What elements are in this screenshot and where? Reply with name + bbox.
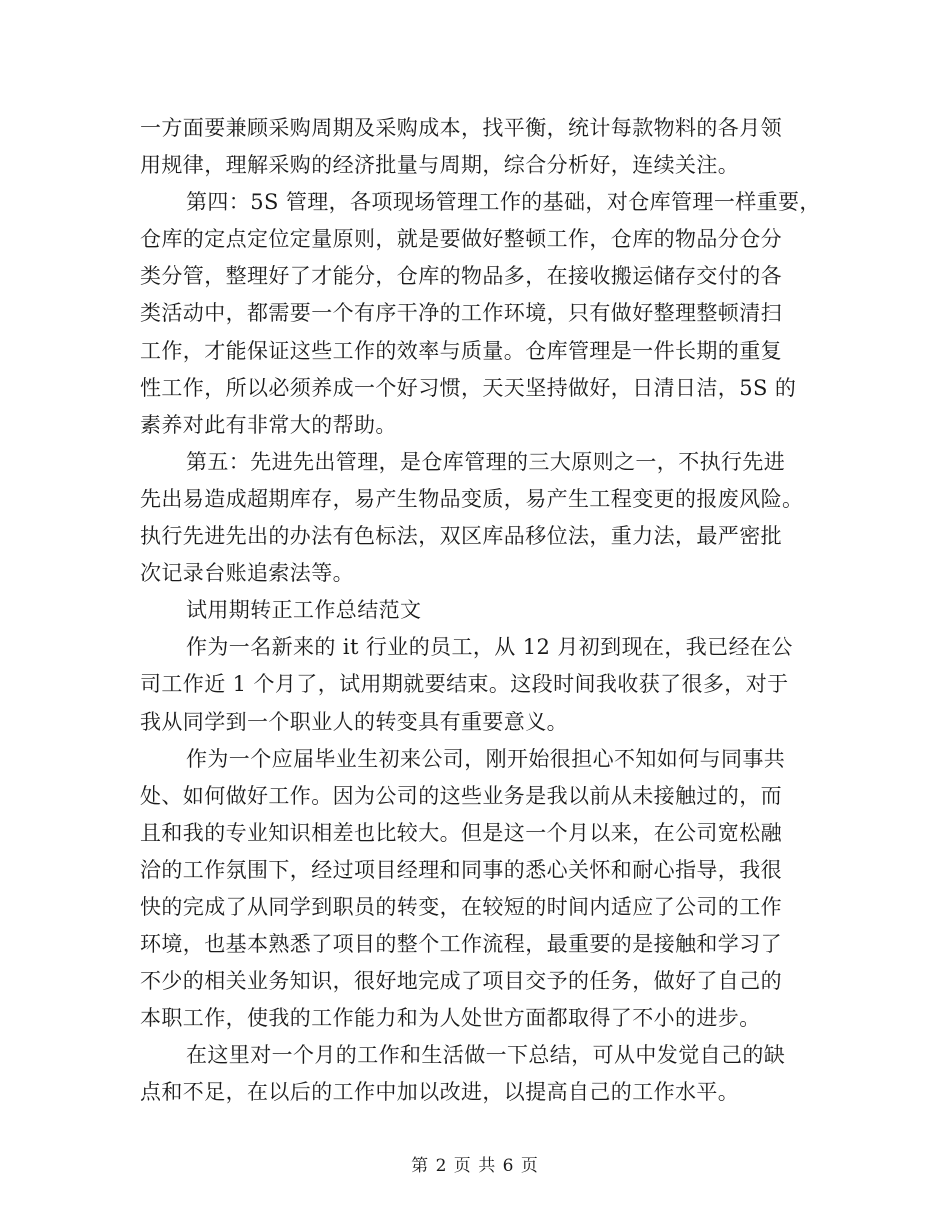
text-line: 性工作，所以必须养成一个好习惯，天天坚持做好，日清日洁，5S 的 <box>140 375 797 400</box>
text-line: 司工作近 1 个月了，试用期就要结束。这段时间我收获了很多，对于 <box>140 672 789 697</box>
text-line: 洽的工作氛围下，经过项目经理和同事的悉心关怀和耐心指导，我很 <box>140 857 782 882</box>
text-line: 本职工作，使我的工作能力和为人处世方面都取得了不小的进步。 <box>140 1006 761 1031</box>
text-line: 作为一名新来的 it 行业的员工，从 12 月初到现在，我已经在公 <box>186 635 793 660</box>
document-body <box>140 110 820 1112</box>
text-line: 次记录台账追索法等。 <box>140 561 354 586</box>
text-line: 先出易造成超期库存，易产生物品变质，易产生工程变更的报废风险。 <box>140 486 804 511</box>
text-line: 类活动中，都需要一个有序干净的工作环境，只有做好整理整顿清扫 <box>140 301 782 326</box>
text-line: 我从同学到一个职业人的转变具有重要意义。 <box>140 709 568 734</box>
text-line: 用规律，理解采购的经济批量与周期，综合分析好，连续关注。 <box>140 153 740 178</box>
text-line: 素养对此有非常大的帮助。 <box>140 412 397 437</box>
text-line: 且和我的专业知识相差也比较大。但是这一个月以来，在公司宽松融 <box>140 820 782 845</box>
text-line: 试用期转正工作总结范文 <box>186 598 422 623</box>
text-line: 快的完成了从同学到职员的转变，在较短的时间内适应了公司的工作 <box>140 894 782 919</box>
text-line: 一方面要兼顾采购周期及采购成本，找平衡，统计每款物料的各月领 <box>140 116 782 140</box>
page-number-footer: 第 2 页 共 6 页 <box>411 1156 539 1176</box>
text-line: 处、如何做好工作。因为公司的这些业务是我以前从未接触过的，而 <box>140 783 782 808</box>
text-line: 第四：5S 管理，各项现场管理工作的基础，对仓库管理一样重要， <box>186 190 821 215</box>
text-line: 工作，才能保证这些工作的效率与质量。仓库管理是一件长期的重复 <box>140 338 782 363</box>
text-line: 不少的相关业务知识，很好地完成了项目交予的任务，做好了自己的 <box>140 969 782 994</box>
text-line: 类分管，整理好了才能分，仓库的物品多，在接收搬运储存交付的各 <box>140 264 782 289</box>
text-line: 作为一个应届毕业生初来公司，刚开始很担心不知如何与同事共 <box>186 746 786 771</box>
text-line: 点和不足，在以后的工作中加以改进，以提高自己的工作水平。 <box>140 1080 740 1105</box>
text-line: 第五：先进先出管理，是仓库管理的三大原则之一，不执行先进 <box>186 449 786 474</box>
text-line: 环境，也基本熟悉了项目的整个工作流程，最重要的是接触和学习了 <box>140 932 782 957</box>
text-line: 仓库的定点定位定量原则，就是要做好整顿工作，仓库的物品分仓分 <box>140 227 782 252</box>
text-line: 执行先进先出的办法有色标法，双区库品移位法，重力法，最严密批 <box>140 524 782 549</box>
text-line: 在这里对一个月的工作和生活做一下总结，可从中发觉自己的缺 <box>186 1043 786 1068</box>
